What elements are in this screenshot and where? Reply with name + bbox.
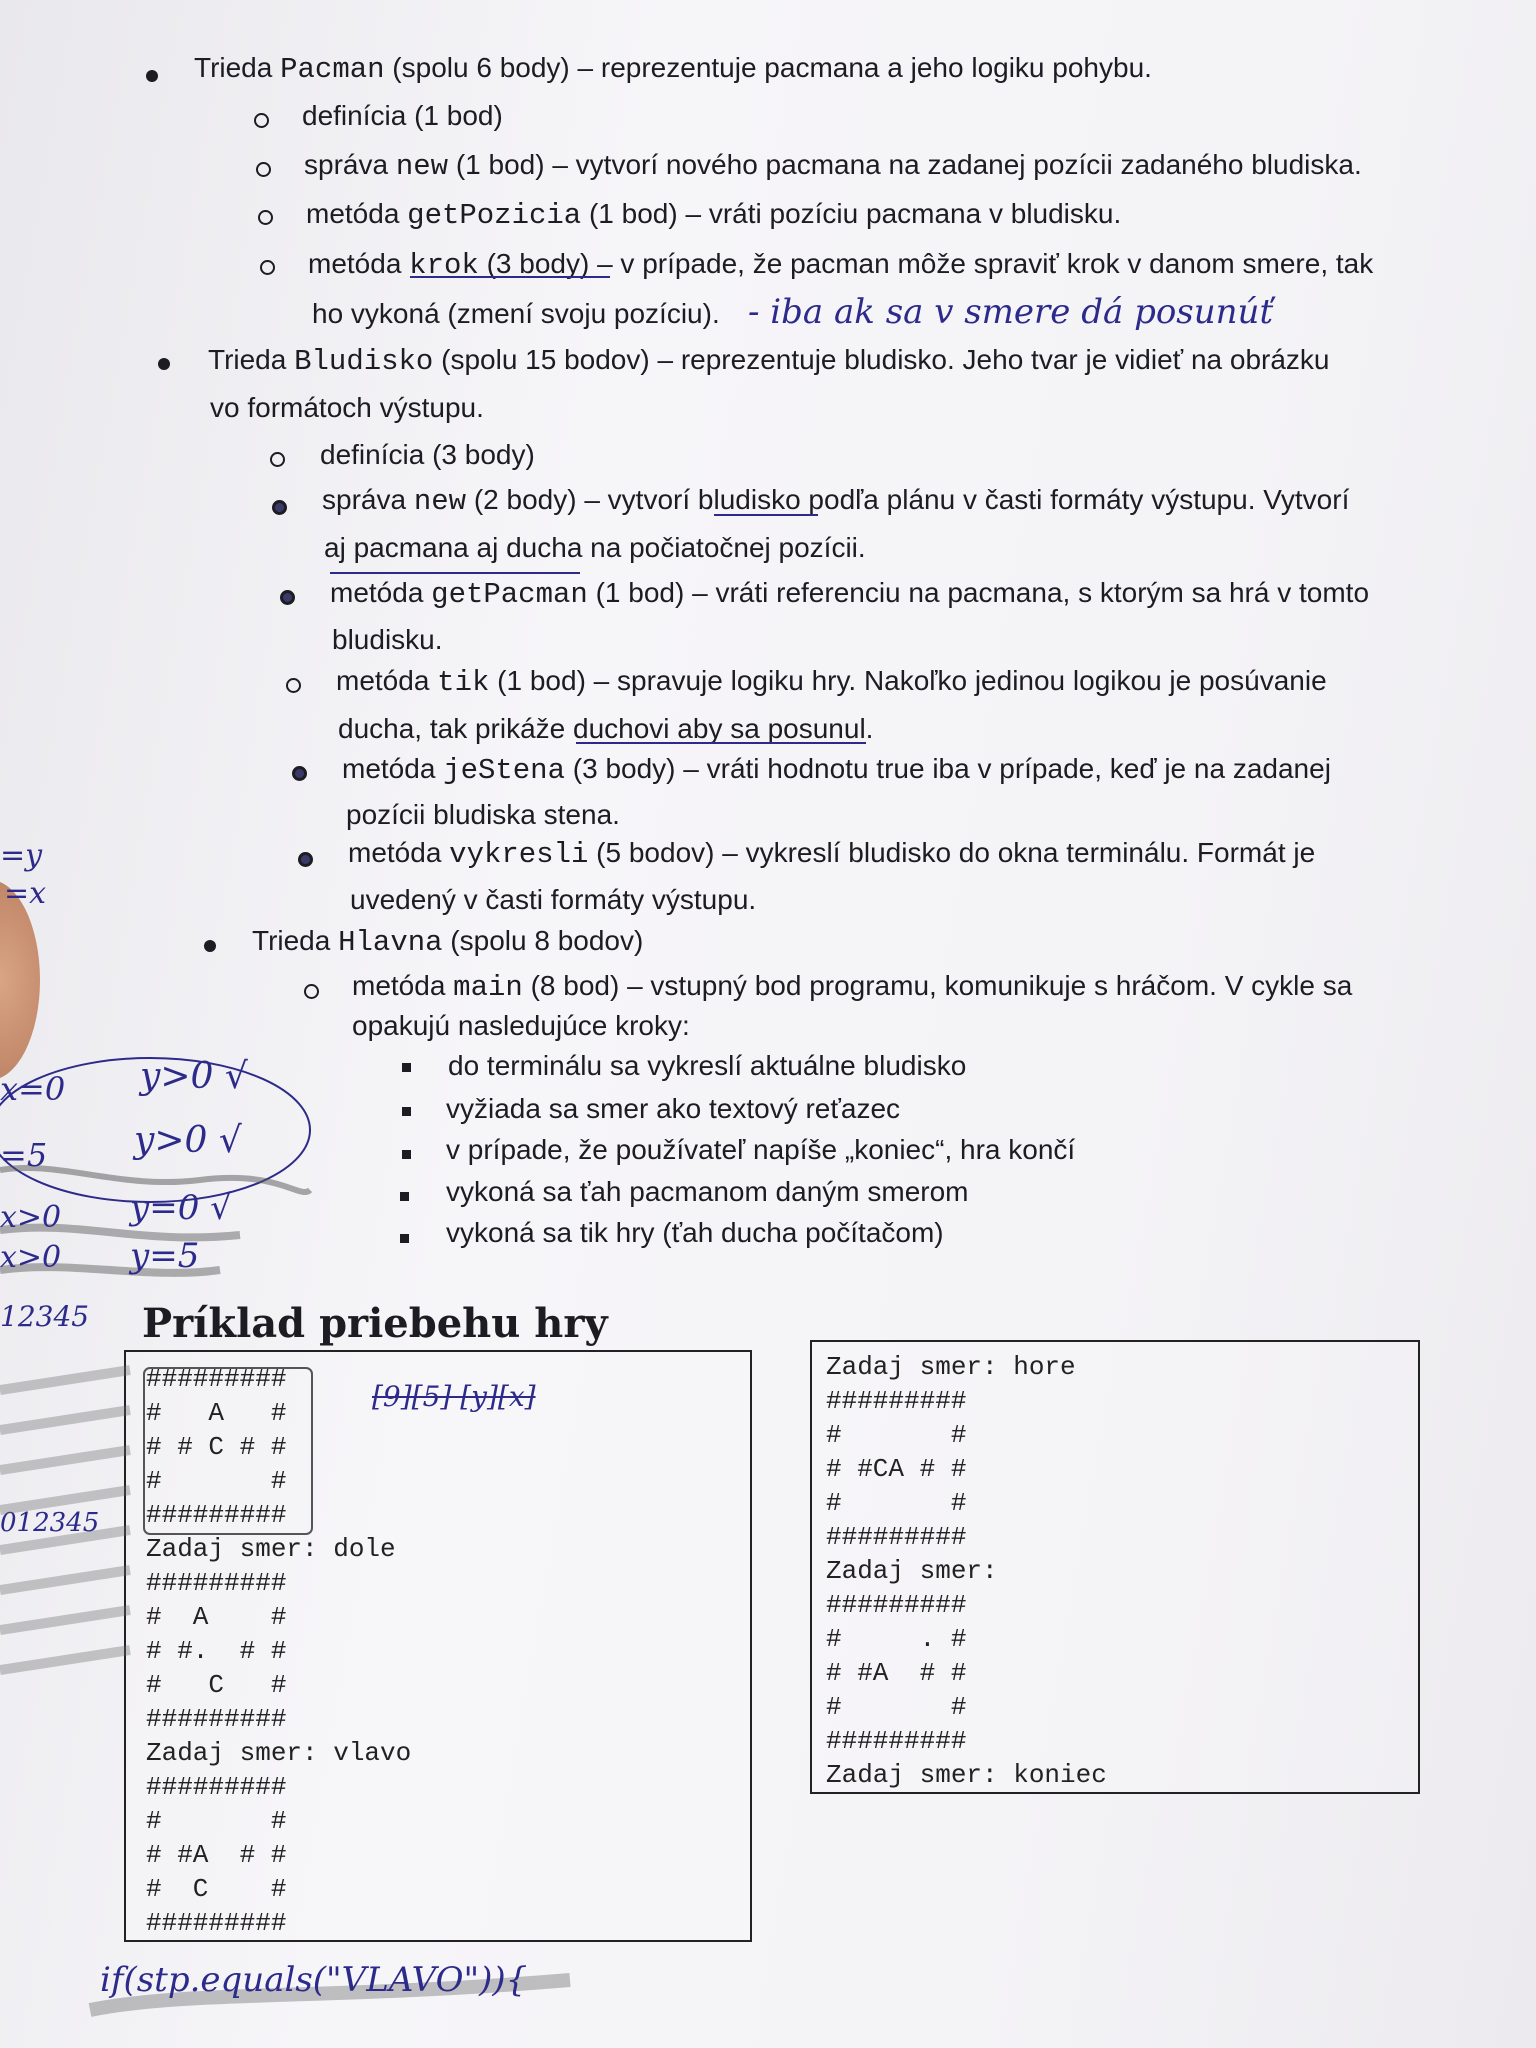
sub-bullet [298, 852, 313, 867]
hlavna-item-main: metóda main (8 bod) – vstupný bod programu, komunikuje s hráčom. V cykle sa [352, 970, 1353, 1004]
hlavna-title: Trieda Hlavna (spolu 8 bodov) [252, 925, 644, 959]
bullet-bludisko [158, 358, 170, 370]
step-bullet [402, 1150, 411, 1159]
step-bullet [402, 1107, 411, 1116]
bullet-hlavna [204, 940, 216, 952]
bludisko-item-tik: metóda tik (1 bod) – spravuje logiku hry. Nakoľko jedinou logikou je posúvanie [336, 665, 1327, 699]
sub-bullet [280, 590, 295, 605]
bludisko-item-jestena: metóda jeStena (3 body) – vráti hodnotu true iba v prípade, keď je na zadanej [342, 753, 1331, 787]
margin-nums-12345: 12345 [0, 1300, 90, 1333]
margin-note-y: =y [0, 838, 43, 873]
step-bullet [400, 1234, 409, 1243]
hlavna-item-main-cont: opakujú nasledujúce kroky: [352, 1010, 690, 1041]
cond-y-gt-0-b: y>0 √ [134, 1120, 242, 1161]
margin-hatching [0, 1330, 140, 1690]
pacman-item-krok: metóda krok (3 body) – v prípade, že pacman môže spraviť krok v danom smere, tak [308, 248, 1374, 282]
step-3: v prípade, že používateľ napíše „koniec“, hra končí [446, 1134, 1076, 1165]
margin-note-x: =x [4, 876, 47, 911]
bludisko-item-jestena-cont: pozícii bludiska stena. [346, 799, 620, 830]
handnote-posunut: - iba ak sa v smere dá posunúť [748, 292, 1274, 332]
bottom-code-note: if(stp.equals("VLAVO")){ [100, 1960, 528, 2000]
ink-underline-bludisko [714, 514, 818, 516]
example-right-output: Zadaj smer: hore ######### # # # #CA # # # # ######### Zadaj smer: ######### # . # # #A # # # # ######### Zadaj smer: koniec [826, 1352, 1107, 1790]
sub-bullet [272, 500, 287, 515]
step-bullet [402, 1063, 411, 1072]
step-5: vykoná sa tik hry (ťah ducha počítačom) [446, 1217, 944, 1248]
bullet-pacman [146, 70, 158, 82]
sub-bullet [304, 984, 319, 999]
cond-y-eq-0: y=0 √ [130, 1188, 232, 1228]
sub-bullet [256, 162, 271, 177]
step-2: vyžiada sa smer ako textový reťazec [446, 1093, 901, 1124]
sub-bullet [292, 766, 307, 781]
bludisko-item-definicia: definícia (3 body) [320, 439, 535, 470]
pacman-title: Trieda Pacman (spolu 6 body) – reprezentuje pacmana a jeho logiku pohybu. [194, 52, 1152, 86]
sub-bullet [258, 210, 273, 225]
ink-underline-krok [410, 276, 610, 278]
pacman-krok-cont: ho vykoná (zmení svoju pozíciu). [312, 298, 720, 329]
bludisko-title-cont: vo formátoch výstupu. [210, 392, 484, 423]
margin-nums-012345: 012345 [0, 1508, 100, 1538]
cond-y-eq-5: y=5 [130, 1236, 200, 1276]
bludisko-item-vykresli: metóda vykresli (5 bodov) – vykreslí bludisko do okna terminálu. Formát je [348, 837, 1316, 871]
ink-overline-getpacman [330, 572, 580, 574]
pacman-item-definicia: definícia (1 bod) [302, 100, 503, 131]
sub-bullet [286, 678, 301, 693]
box-note-9-5: [9][5] [y][x] [372, 1380, 536, 1413]
sub-bullet [254, 113, 269, 128]
pacman-item-getpozicia: metóda getPozicia (1 bod) – vráti pozíciu pacmana v bludisku. [306, 198, 1122, 232]
bludisko-item-vykresli-cont: uvedený v časti formáty výstupu. [350, 884, 757, 915]
step-4: vykoná sa ťah pacmanom daným smerom [446, 1176, 969, 1207]
maze-outline-ink [140, 1364, 320, 1544]
bludisko-item-getpacman: metóda getPacman (1 bod) – vráti referenciu na pacmana, s ktorým sa hrá v tomto [330, 577, 1370, 611]
sub-bullet [270, 452, 285, 467]
sub-bullet [260, 260, 275, 275]
step-1: do terminálu sa vykreslí aktuálne bludisko [448, 1050, 967, 1081]
step-bullet [400, 1192, 409, 1201]
cond-y-gt-0-a: y>0 √ [140, 1056, 248, 1097]
bludisko-item-tik-cont: ducha, tak prikáže duchovi aby sa posunul. [338, 713, 874, 744]
cond-x-gt-0-b: x>0 [0, 1240, 62, 1275]
bludisko-item-new-cont: aj pacmana aj ducha na počiatočnej pozícii. [324, 532, 866, 563]
cond-x-gt-0-a: x>0 [0, 1200, 62, 1235]
example-heading: Príklad priebehu hry [142, 1300, 608, 1347]
bludisko-item-new: správa new (2 body) – vytvorí bludisko podľa plánu v časti formáty výstupu. Vytvorí [322, 484, 1350, 518]
pacman-item-new: správa new (1 bod) – vytvorí nového pacmana na zadanej pozícii zadaného bludiska. [304, 149, 1362, 183]
ink-underline-posunul [576, 742, 866, 744]
cond-5: =5 [0, 1136, 48, 1174]
bludisko-title: Trieda Bludisko (spolu 15 bodov) – reprezentuje bludisko. Jeho tvar je vidieť na obrázku [208, 344, 1330, 378]
example-left-output: ######### # A # # # C # # # # ######### Zadaj smer: dole ######### # A # # #. # # # C # ######### Zadaj smer: vlavo ######### # # # #A # # # C # ######### [146, 1364, 412, 1938]
cond-x0: x=0 [0, 1070, 66, 1108]
bludisko-item-getpacman-cont: bludisku. [332, 624, 443, 655]
